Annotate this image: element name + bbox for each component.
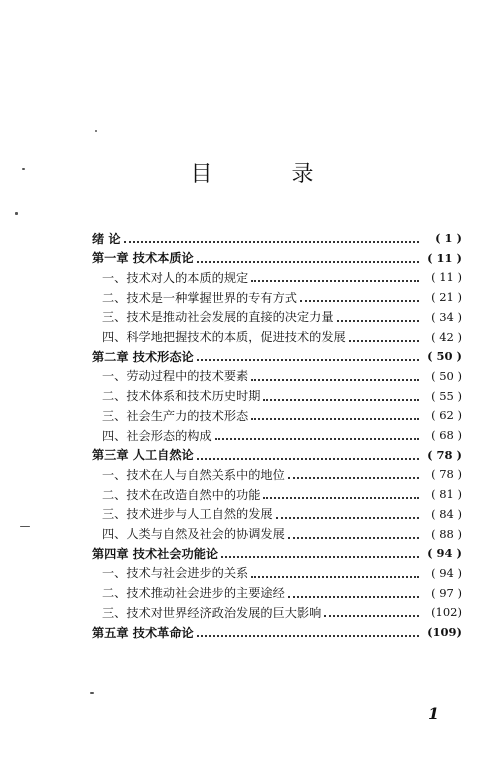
dot-leader	[124, 229, 419, 243]
toc-entry	[92, 287, 462, 307]
toc-entry-page: (109)	[427, 625, 462, 639]
dot-leader	[251, 268, 419, 282]
toc-entry	[92, 425, 462, 445]
toc-entry-title: 一、技术对人的本质的规定	[102, 270, 249, 285]
toc-entry-page: (102)	[431, 605, 462, 620]
toc-entry-title: 二、技术在改造自然中的功能	[102, 487, 261, 502]
dot-leader	[300, 288, 419, 302]
toc-entry-page: ( 34 )	[431, 309, 462, 324]
dot-leader	[337, 308, 419, 322]
toc-entry-title: 四、人类与自然及社会的协调发展	[102, 527, 285, 541]
toc-entry-page: ( 21 )	[431, 290, 462, 305]
toc-entry-page: ( 94 )	[431, 565, 462, 580]
dot-leader	[263, 387, 419, 401]
toc-entry	[92, 327, 462, 347]
toc-entry	[92, 386, 462, 406]
toc-entry-title: 三、技术是推动社会发展的直接的决定力量	[102, 310, 334, 325]
toc-entry	[92, 602, 462, 622]
toc-entry	[92, 445, 462, 465]
scan-speck	[95, 130, 97, 132]
dot-leader	[197, 446, 419, 460]
dot-leader	[221, 544, 419, 558]
toc-entry	[92, 563, 462, 583]
dot-leader	[324, 603, 419, 617]
scan-speck	[20, 526, 30, 527]
dot-leader	[251, 367, 419, 381]
toc-entry-title: 第四章 技术社会功能论	[92, 546, 219, 561]
dot-leader	[263, 485, 419, 499]
dot-leader	[197, 249, 419, 263]
page-number: 1	[428, 704, 440, 723]
toc-entry-page: ( 11 )	[427, 250, 462, 265]
toc-entry-title: 第三章 人工自然论	[92, 448, 194, 463]
toc-entry-title: 绪 论	[92, 231, 121, 246]
toc-entry	[92, 524, 462, 544]
toc-entry	[92, 228, 462, 248]
toc-entry-title: 三、社会生产力的技术形态	[102, 408, 249, 423]
toc-entry-page: ( 42 )	[431, 329, 462, 344]
toc-entry	[92, 484, 462, 504]
toc-entry-page: ( 50 )	[427, 349, 462, 364]
toc-entry-title: 三、技术进步与人工自然的发展	[102, 507, 273, 522]
toc-entry-page: ( 97 )	[431, 585, 462, 600]
toc-entry-title: 一、劳动过程中的技术要素	[102, 369, 249, 384]
dot-leader	[276, 505, 419, 519]
toc-entry-title: 四、社会形态的构成	[102, 428, 212, 443]
toc-entry-title: 二、技术推动社会进步的主要途经	[102, 586, 285, 601]
toc-entry	[92, 307, 462, 327]
dot-leader	[197, 347, 419, 361]
dot-leader	[288, 465, 419, 479]
toc-entry-page: ( 81 )	[431, 487, 462, 502]
toc-entry	[92, 504, 462, 524]
toc-entry-page: ( 11 )	[431, 270, 462, 285]
toc-entry-page: ( 50 )	[431, 368, 462, 383]
toc-entry	[92, 622, 462, 642]
toc-entry-page: ( 68 )	[431, 428, 462, 442]
dot-leader	[197, 623, 419, 637]
scan-speck	[15, 212, 18, 215]
toc-entry	[92, 248, 462, 268]
toc-entry-title: 二、技术体系和技术历史时期	[102, 389, 261, 404]
toc-entry	[92, 543, 462, 563]
toc-entry-page: ( 94 )	[427, 546, 462, 561]
toc-entry	[92, 366, 462, 386]
toc-entry-title: 四、科学地把握技术的本质，促进技术的发展	[102, 330, 346, 344]
toc-entry-title: 第五章 技术革命论	[92, 625, 194, 640]
toc-entry-page: ( 78 )	[431, 467, 462, 482]
toc-entry-title: 第二章 技术形态论	[92, 349, 194, 364]
toc-entry-title: 三、技术对世界经济政治发展的巨大影响	[102, 605, 322, 620]
toc-entry-title: 一、技术在人与自然关系中的地位	[102, 467, 285, 482]
dot-leader	[288, 525, 419, 539]
toc-entry-page: ( 55 )	[431, 388, 462, 403]
toc-entry	[92, 267, 462, 287]
toc-entry-page: ( 62 )	[431, 408, 462, 423]
toc-entry-title: 第一章 技术本质论	[92, 251, 194, 266]
dot-leader	[288, 584, 419, 598]
dot-leader	[251, 406, 419, 420]
toc-entry	[92, 464, 462, 484]
toc-entry	[92, 346, 462, 366]
dot-leader	[215, 426, 419, 440]
toc-entry-page: ( 78 )	[427, 447, 462, 462]
toc-entry-title: 一、技术与社会进步的关系	[102, 566, 249, 581]
page-title: 目 录	[190, 162, 350, 187]
scan-speck	[90, 692, 94, 694]
toc-entry-page: ( 88 )	[431, 526, 462, 541]
toc-entry-title: 二、技术是一种掌握世界的专有方式	[102, 290, 297, 305]
toc-entry	[92, 583, 462, 603]
toc-entry	[92, 405, 462, 425]
toc-entry-page: ( 84 )	[431, 506, 462, 521]
scan-speck	[22, 168, 25, 170]
toc-entry-page: ( 1 )	[435, 231, 462, 245]
dot-leader	[251, 564, 419, 578]
dot-leader	[349, 328, 419, 342]
